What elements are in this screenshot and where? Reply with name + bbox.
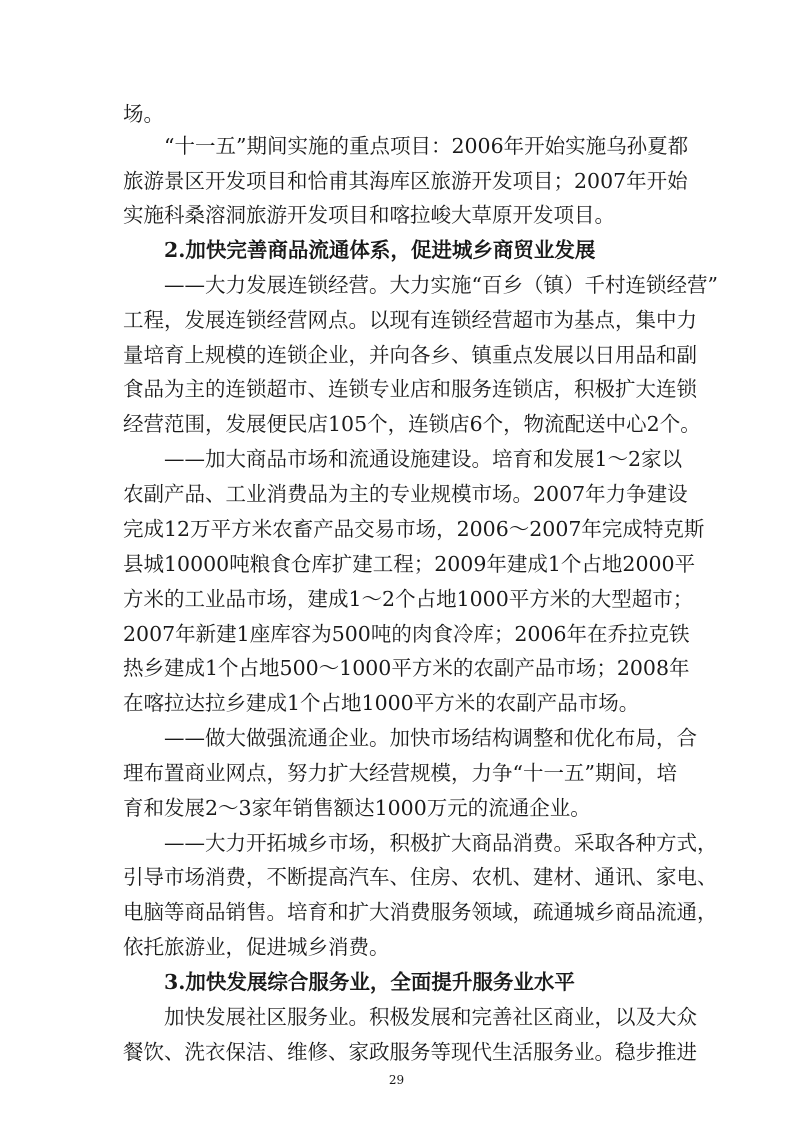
text-line: 农副产品、工业消费品为主的专业规模市场。2007年力争建设 <box>123 482 688 506</box>
text-line: 量培育上规模的连锁企业，并向各乡、镇重点发展以日用品和副 <box>123 343 697 367</box>
text-line: 方米的工业品市场，建成1～2个占地1000平方米的大型超市； <box>123 587 694 611</box>
text-line: 场。 <box>123 102 164 126</box>
text-line: 依托旅游业，促进城乡消费。 <box>123 935 390 959</box>
text-line: ——做大做强流通企业。加快市场结构调整和优化布局，合 <box>164 726 697 750</box>
text-line: 理布置商业网点，努力扩大经营规模，力争“十一五”期间，培 <box>123 761 677 785</box>
text-line: ——大力开拓城乡市场，积极扩大商品消费。采取各种方式， <box>164 831 718 855</box>
text-line: 旅游景区开发项目和恰甫其海库区旅游开发项目；2007年开始 <box>123 169 688 193</box>
text-line: 电脑等商品销售。培育和扩大消费服务领域，疏通城乡商品流通， <box>123 900 718 924</box>
text-line: 热乡建成1个占地500～1000平方米的农副产品市场；2008年 <box>123 656 690 680</box>
text-line: 完成12万平方米农畜产品交易市场，2006～2007年完成特克斯 <box>123 517 705 541</box>
text-line: 餐饮、洗衣保洁、维修、家政服务等现代生活服务业。稳步推进 <box>123 1040 697 1064</box>
text-line: ——加大商品市场和流通设施建设。培育和发展1～2家以 <box>164 447 683 471</box>
text-line: 育和发展2～3家年销售额达1000万元的流通企业。 <box>123 796 591 820</box>
text-line: 食品为主的连锁超市、连锁专业店和服务连锁店，积极扩大连锁 <box>123 377 697 401</box>
text-line: 经营范围，发展便民店105个，连锁店6个，物流配送中心2个。 <box>123 412 701 436</box>
page-number: 29 <box>388 1073 405 1087</box>
text-line: 引导市场消费，不断提高汽车、住房、农机、建材、通讯、家电、 <box>123 865 718 889</box>
text-line: ——大力发展连锁经营。大力实施“百乡（镇）千村连锁经营” <box>164 273 718 297</box>
section-heading-3: 3.加快发展综合服务业，全面提升服务业水平 <box>164 970 575 994</box>
text-line: “十一五”期间实施的重点项目：2006年开始实施乌孙夏都 <box>164 134 689 158</box>
text-line: 工程，发展连锁经营网点。以现有连锁经营超市为基点，集中力 <box>123 308 697 332</box>
text-line: 2007年新建1座库容为500吨的肉食冷库；2006年在乔拉克铁 <box>123 622 690 646</box>
section-heading-2: 2.加快完善商品流通体系，促进城乡商贸业发展 <box>164 238 596 262</box>
text-line: 在喀拉达拉乡建成1个占地1000平方米的农副产品市场。 <box>123 691 640 715</box>
text-line: 实施科桑溶洞旅游开发项目和喀拉峻大草原开发项目。 <box>123 203 615 227</box>
text-line: 加快发展社区服务业。积极发展和完善社区商业，以及大众 <box>164 1005 697 1029</box>
text-line: 县城10000吨粮食仓库扩建工程；2009年建成1个占地2000平 <box>123 552 696 576</box>
